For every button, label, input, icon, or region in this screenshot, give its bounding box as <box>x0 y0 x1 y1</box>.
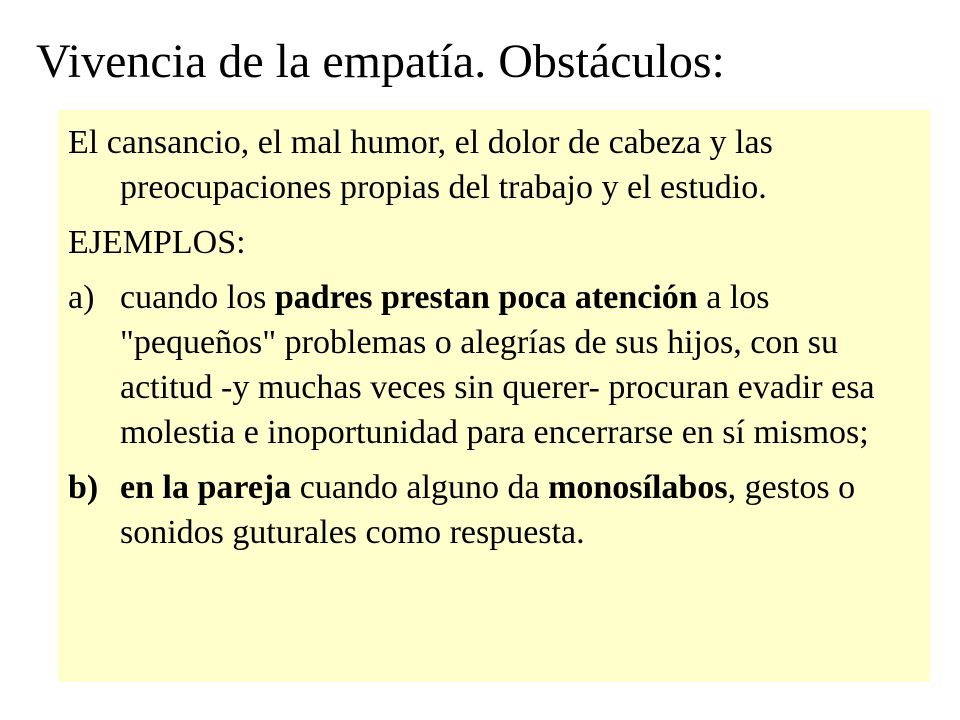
item-b-emphasis-2: monosílabos <box>548 469 728 506</box>
item-a-emphasis: padres prestan poca atención <box>274 279 698 316</box>
examples-heading: EJEMPLOS: <box>68 224 246 261</box>
content-box <box>58 110 930 682</box>
example-item-a <box>68 275 920 455</box>
item-a-text-1: cuando los <box>120 279 275 316</box>
item-b-emphasis-1: en la pareja <box>120 469 292 506</box>
item-b-marker: b) <box>68 469 99 506</box>
intro-paragraph: El cansancio, el mal humor, el dolor de cabeza y las preocupaciones propias del trabajo y el estudio. <box>68 124 773 206</box>
item-b-text-2: , gestos o sonidos guturales como respuesta. <box>120 469 856 551</box>
item-b-text-1: cuando alguno da <box>291 469 549 506</box>
item-a-text-2: a los "pequeños" problemas o alegrías de sus hijos, con su actitud -y muchas veces sin querer- procuran evadir esa molestia e inoportunidad para encerrarse en sí mismos; <box>120 279 875 451</box>
item-a-marker: a) <box>68 279 95 316</box>
slide-title: Vivencia de la empatía. Obstáculos: <box>36 35 725 88</box>
example-item-b <box>68 465 920 555</box>
